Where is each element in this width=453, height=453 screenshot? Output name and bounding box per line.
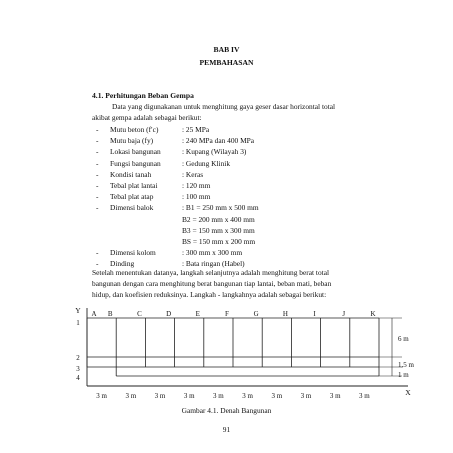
grid-col-label: H (282, 310, 288, 318)
spec-item-dash: - (96, 125, 99, 134)
col-spacing-label: 3 m (183, 392, 195, 400)
spec-item-label: Mutu beton (f′c) (110, 125, 159, 134)
col-spacing-label: 3 m (125, 392, 137, 400)
spec-item-value: B2 = 200 mm x 400 mm (182, 214, 255, 224)
spec-item-label: Tebal plat lantai (110, 181, 158, 190)
chapter-label: BAB IV (213, 45, 240, 54)
spec-item-value: : 120 mm (182, 181, 211, 190)
col-spacing-label: 3 m (154, 392, 166, 400)
spec-item-value: B3 = 150 mm x 300 mm (182, 225, 255, 235)
page-number: 91 (222, 425, 231, 434)
spec-item-value: : Gedung Klinik (182, 158, 231, 168)
spec-item-label: Dinding (110, 259, 135, 269)
spec-item-dash: - (96, 147, 99, 157)
grid-col-label: C (137, 310, 142, 318)
grid-col-label: D (166, 310, 172, 318)
grid-col-label: G (253, 310, 259, 318)
col-spacing-label: 3 m (271, 392, 283, 400)
spec-item-label: Dimensi balok (110, 203, 154, 213)
intro-line-2: akibat gempa adalah sebagai berikut: (92, 113, 202, 122)
grid-row-label: 4 (76, 374, 80, 382)
spec-item-dash: - (96, 158, 99, 168)
col-spacing-label: 3 m (329, 392, 341, 400)
grid-col-label: E (195, 310, 200, 318)
spec-item-value: : B1 = 250 mm x 500 mm (182, 203, 259, 213)
grid-row-label: 1 (76, 319, 80, 327)
col-spacing-label: 3 m (359, 392, 370, 400)
col-spacing-label: 3 m (96, 392, 107, 400)
grid-col-label: I (313, 310, 316, 318)
grid-col-label: B (107, 310, 113, 318)
spec-item-value: BS = 150 mm x 200 mm (182, 237, 256, 246)
section-heading: 4.1. Perhitungan Beban Gempa (92, 91, 194, 100)
row-spacing-label: 1 m (398, 371, 409, 379)
spec-item-label: Mutu baja (fy) (110, 136, 154, 146)
closing-line-1: Setelah menentukan datanya, langkah selanjutnya adalah menghitung berat total (92, 268, 330, 277)
col-spacing-label: 3 m (242, 392, 253, 400)
row-spacing-label: 1,5 m (398, 361, 414, 369)
y-axis-label: Y (75, 306, 81, 315)
grid-col-label: F (225, 310, 229, 318)
spec-item-value: : Keras (182, 169, 204, 179)
figure-caption: Gambar 4.1. Denah Bangunan (181, 406, 272, 415)
spec-item-label: Dimensi kolom (110, 248, 156, 258)
spec-item-value: : 240 MPa dan 400 MPa (182, 136, 255, 146)
col-spacing-label: 3 m (300, 392, 312, 400)
spec-item-value: : 300 mm x 300 mm (182, 248, 243, 258)
row-spacing-label: 6 m (398, 335, 409, 343)
spec-item-label: Tebal plat atap (110, 192, 154, 202)
grid-row-label: 2 (76, 354, 80, 362)
spec-item-dash: - (96, 203, 99, 213)
spec-item-dash: - (96, 192, 99, 202)
spec-item-dash: - (96, 169, 99, 179)
spec-item-dash: - (96, 259, 99, 269)
grid-col-label: K (370, 310, 376, 318)
spec-item-label: Fungsi bangunan (110, 158, 161, 168)
spec-item-dash: - (96, 181, 99, 190)
closing-line-2: bangunan dengan cara menghitung berat bangunan tiap lantai, beban mati, beban (92, 279, 332, 288)
spec-item-dash: - (96, 136, 99, 146)
spec-item-value: : Kupang (Wilayah 3) (182, 147, 247, 157)
spec-item-value: : 25 MPa (182, 125, 210, 134)
spec-item-dash: - (96, 248, 99, 258)
closing-line-3: hidup, dan koefisien reduksinya. Langkah - langkahnya adalah sebagai berikut: (92, 290, 327, 299)
intro-line-1: Data yang digunakanan untuk menghitung gaya geser dasar horizontal total (112, 102, 336, 111)
plan-lines (87, 308, 408, 386)
chapter-title: PEMBAHASAN (199, 58, 254, 67)
spec-item-label: Kondisi tanah (110, 169, 152, 179)
spec-item-value: : 100 mm (182, 192, 211, 202)
x-axis-label: X (405, 388, 411, 397)
spec-item-label: Lokasi bangunan (110, 147, 161, 157)
col-spacing-label: 3 m (213, 392, 224, 400)
grid-row-label: 3 (76, 365, 80, 373)
grid-col-label: J (342, 310, 346, 318)
grid-col-label: A (91, 310, 97, 318)
spec-item-value: : Bata ringan (Habel) (182, 259, 245, 269)
